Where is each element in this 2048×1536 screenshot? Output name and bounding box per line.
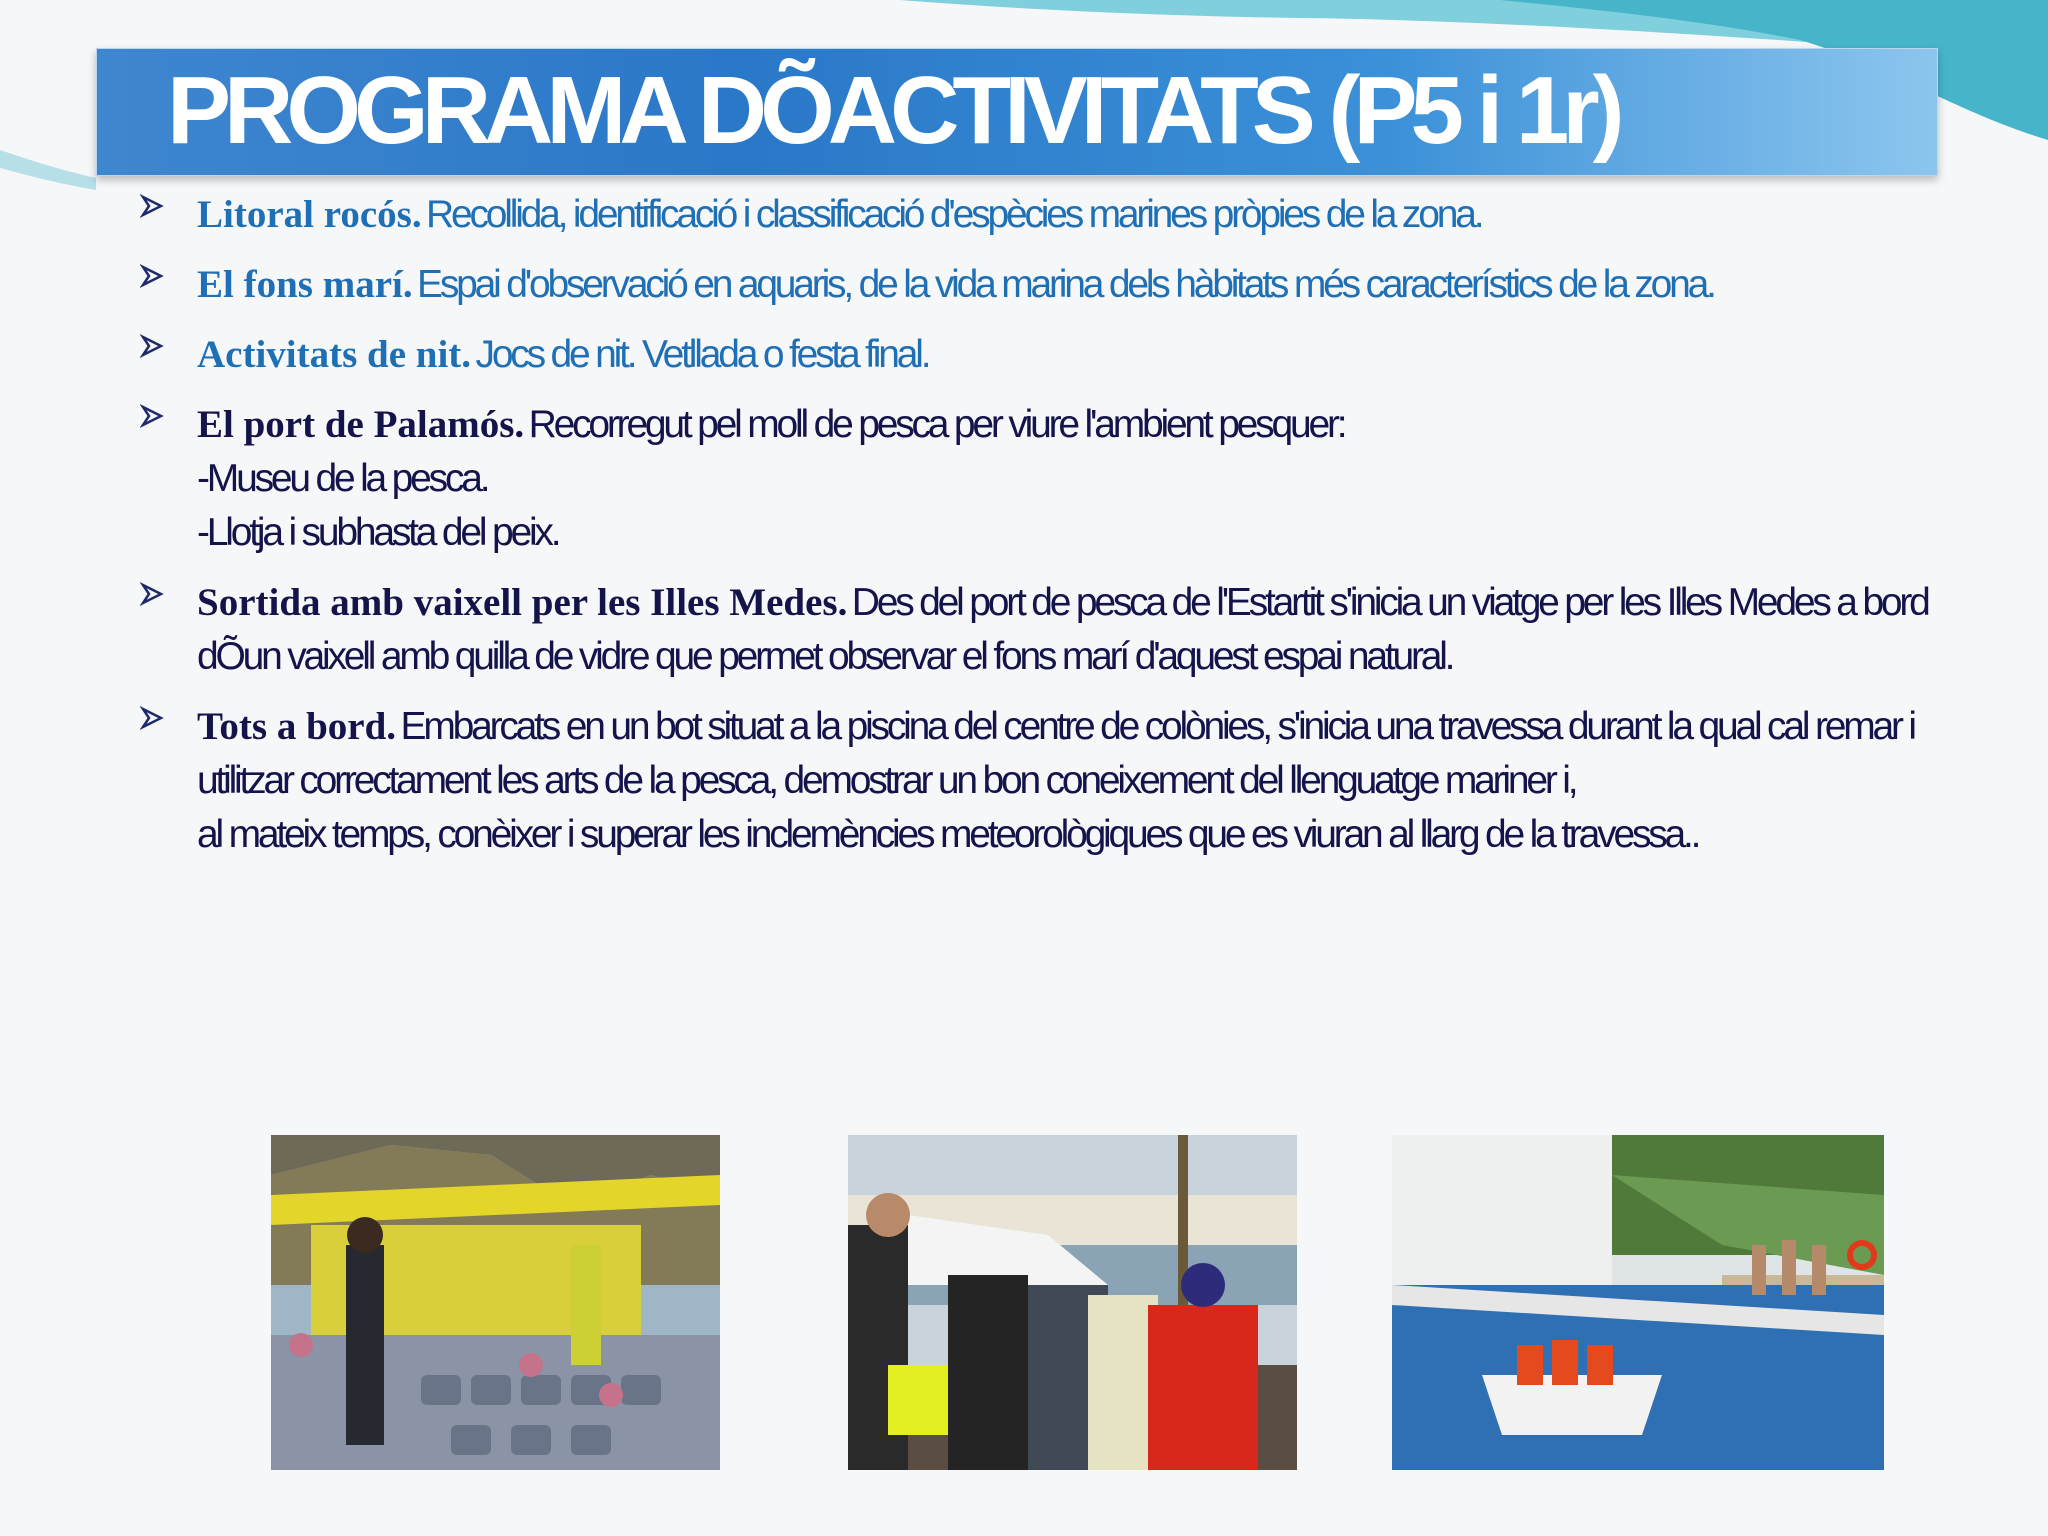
list-item — [140, 398, 1970, 560]
arrow-bullet-icon — [140, 334, 164, 358]
activity-list — [140, 188, 1970, 878]
activity-description: Des del port de pesca de l'Estartit s'inicia un viatge per les Illes Medes a bord dÕun vaixell amb quilla de vidre que permet observar el fons marí d'aquest espai natural. — [197, 581, 1928, 678]
sub-line: al mateix temps, conèixer i superar les inclemències meteorològiques que es viuran al llarg de la travessa.. — [197, 813, 1699, 856]
arrow-bullet-icon — [140, 706, 164, 730]
sub-line: -Llotja i subhasta del peix. — [197, 511, 559, 554]
arrow-bullet-icon — [140, 194, 164, 218]
sub-line: -Museu de la pesca. — [197, 457, 488, 500]
activity-name: Tots a bord. — [197, 705, 397, 748]
list-item — [140, 700, 1970, 862]
page-title: PROGRAMA DÕACTIVITATS (P5 i 1r) — [167, 57, 1618, 164]
boat-tour-photo — [271, 1135, 720, 1470]
activity-name: Litoral rocós. — [197, 193, 422, 236]
list-item — [140, 576, 1970, 684]
fishing-port-photo — [848, 1135, 1297, 1470]
activity-description: Recorregut pel moll de pesca per viure l'ambient pesquer: — [528, 403, 1345, 446]
arrow-bullet-icon — [140, 404, 164, 428]
list-item — [140, 258, 1970, 312]
activity-name: El fons marí. — [197, 263, 413, 306]
activity-name: Sortida amb vaixell per les Illes Medes. — [197, 581, 848, 624]
list-item — [140, 188, 1970, 242]
title-banner — [96, 48, 1938, 176]
activity-name: Activitats de nit. — [197, 333, 472, 376]
list-item — [140, 328, 1970, 382]
activity-description: Embarcats en un bot situat a la piscina del centre de colònies, s'inicia una travessa durant la qual cal remar i utilitzar correctament les arts de la pesca, demostrar un bon coneixement del llenguatge mariner i, — [197, 705, 1914, 802]
activity-description: Jocs de nit. Vetllada o festa final. — [475, 333, 929, 376]
activity-description: Espai d'observació en aquaris, de la vida marina dels hàbitats més característics de la zona. — [417, 263, 1714, 306]
pool-boat-photo — [1392, 1135, 1884, 1470]
activity-description: Recollida, identificació i classificació d'espècies marines pròpies de la zona. — [426, 193, 1482, 236]
arrow-bullet-icon — [140, 264, 164, 288]
activity-name: El port de Palamós. — [197, 403, 525, 446]
arrow-bullet-icon — [140, 582, 164, 606]
